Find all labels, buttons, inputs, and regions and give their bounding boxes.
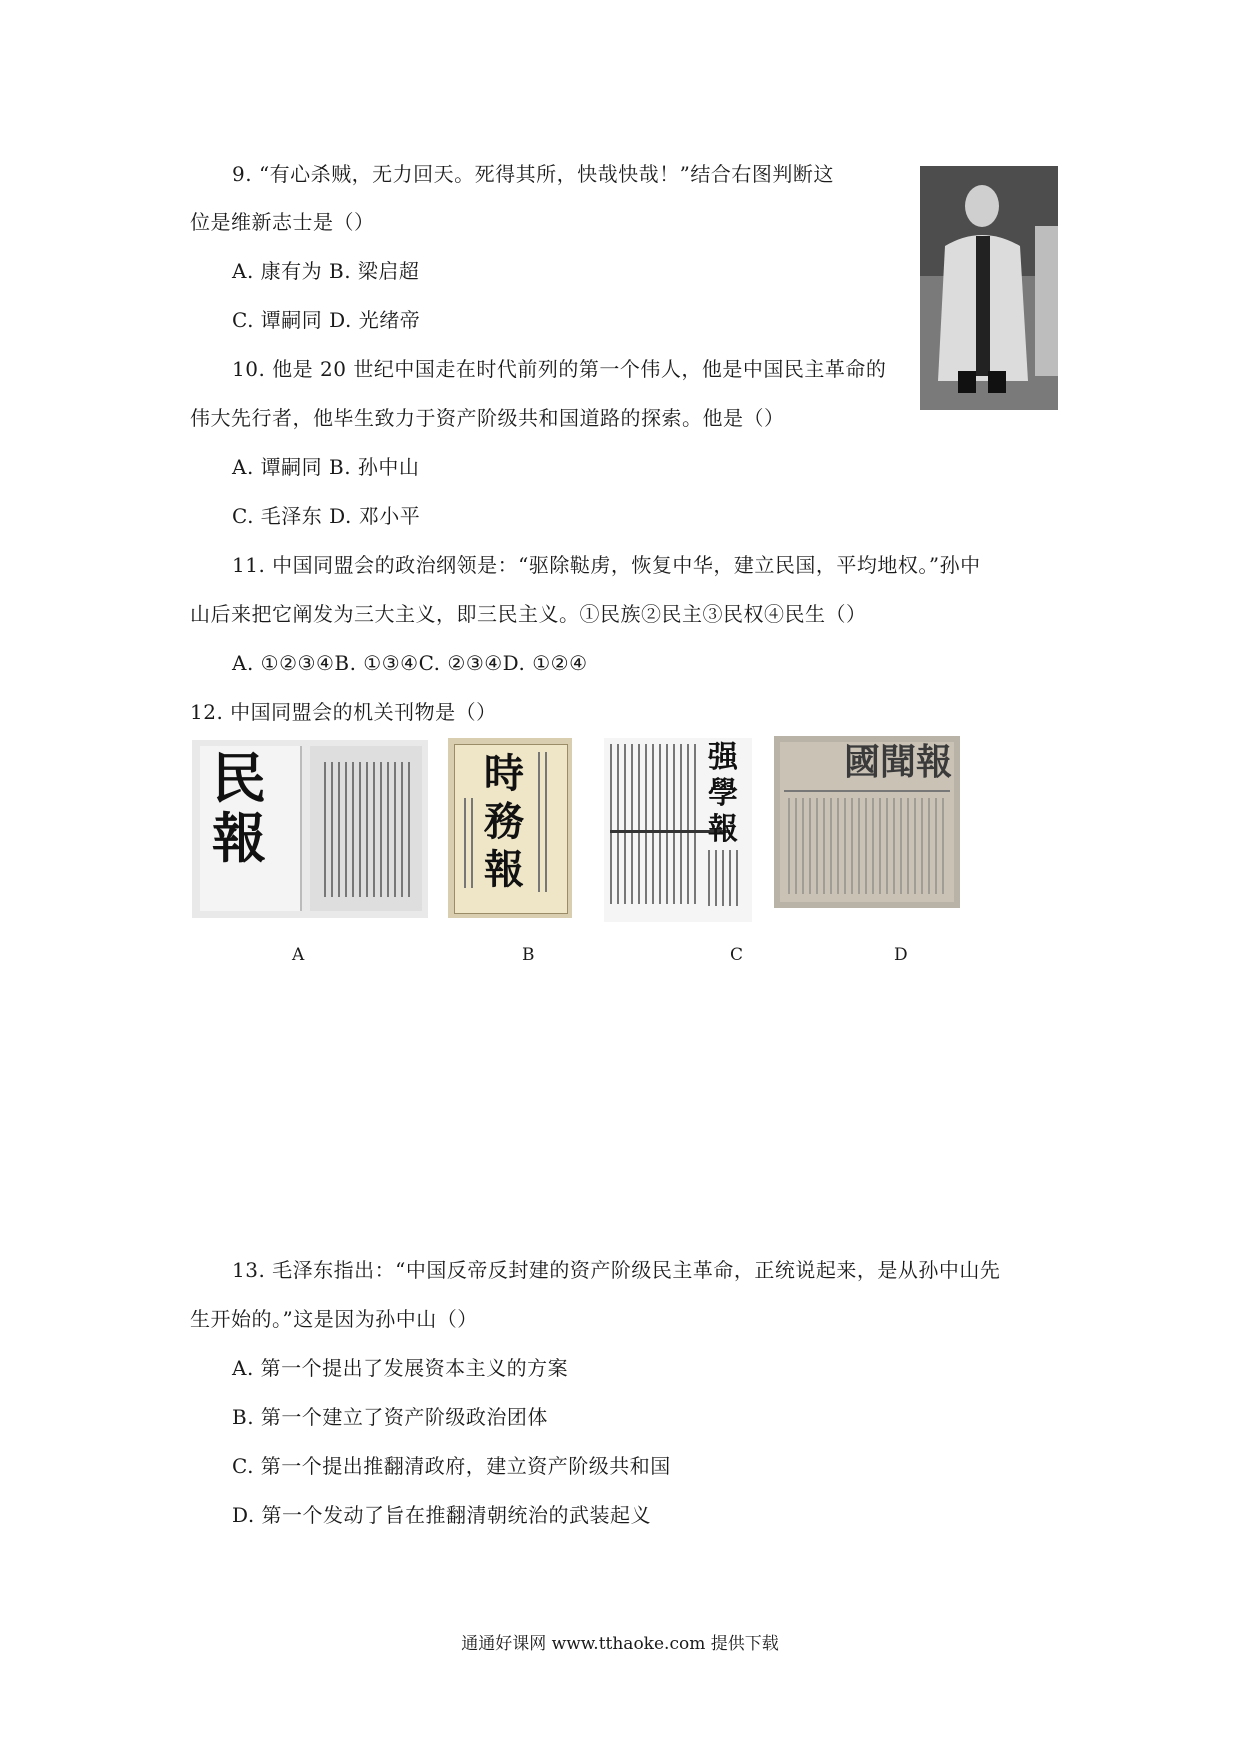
q13-option-c: C. 第一个提出推翻清政府，建立资产阶级共和国: [232, 1454, 671, 1478]
q13-option-a: A. 第一个提出了发展资本主义的方案: [232, 1356, 569, 1380]
image-d-title: 國聞報: [844, 741, 953, 783]
q10-options-ab: A. 谭嗣同 B. 孙中山: [232, 455, 420, 479]
image-c-title: 强 學 報: [708, 740, 738, 847]
newspaper-image-d: [774, 736, 960, 908]
q9-line2: 位是维新志士是（）: [190, 210, 375, 234]
q10-line1: 10. 他是 20 世纪中国走在时代前列的第一个伟人，他是中国民主革命的: [232, 357, 887, 381]
q13-line1: 13. 毛泽东指出：“中国反帝反封建的资产阶级民主革命，正统说起来，是从孙中山先: [232, 1258, 1001, 1282]
q13-option-b: B. 第一个建立了资产阶级政治团体: [232, 1405, 548, 1429]
image-c-caption: C: [730, 945, 744, 965]
image-d-caption: D: [894, 945, 908, 965]
page-footer: 通通好课网 www.tthaoke.com 提供下载: [461, 1634, 779, 1654]
portrait-photo: [920, 166, 1058, 410]
image-b-title: 時 務 報: [484, 750, 524, 893]
q9-options-ab: A. 康有为 B. 梁启超: [232, 259, 420, 283]
q9-line1: 9. “有心杀贼，无力回天。死得其所，快哉快哉！”结合右图判断这: [232, 162, 834, 186]
q12-line1: 12. 中国同盟会的机关刊物是（）: [190, 700, 497, 724]
q10-options-cd: C. 毛泽东 D. 邓小平: [232, 504, 421, 528]
image-a-title: 民 報: [212, 746, 266, 870]
newspaper-image-c: [604, 738, 752, 922]
q13-line2: 生开始的。”这是因为孙中山（）: [190, 1307, 478, 1331]
q10-line2: 伟大先行者，他毕生致力于资产阶级共和国道路的探索。他是（）: [190, 406, 785, 430]
image-b-caption: B: [522, 945, 535, 965]
q11-options: A. ①②③④B. ①③④C. ②③④D. ①②④: [232, 651, 588, 675]
q9-options-cd: C. 谭嗣同 D. 光绪帝: [232, 308, 421, 332]
newspaper-image-a: [192, 740, 428, 918]
newspaper-image-b: [448, 738, 572, 918]
image-a-caption: A: [292, 945, 305, 965]
q11-line2: 山后来把它阐发为三大主义，即三民主义。①民族②民主③民权④民生（）: [190, 602, 867, 626]
q11-line1: 11. 中国同盟会的政治纲领是：“驱除鞑虏，恢复中华，建立民国，平均地权。”孙中: [232, 553, 981, 577]
q13-option-d: D. 第一个发动了旨在推翻清朝统治的武装起义: [232, 1503, 652, 1527]
